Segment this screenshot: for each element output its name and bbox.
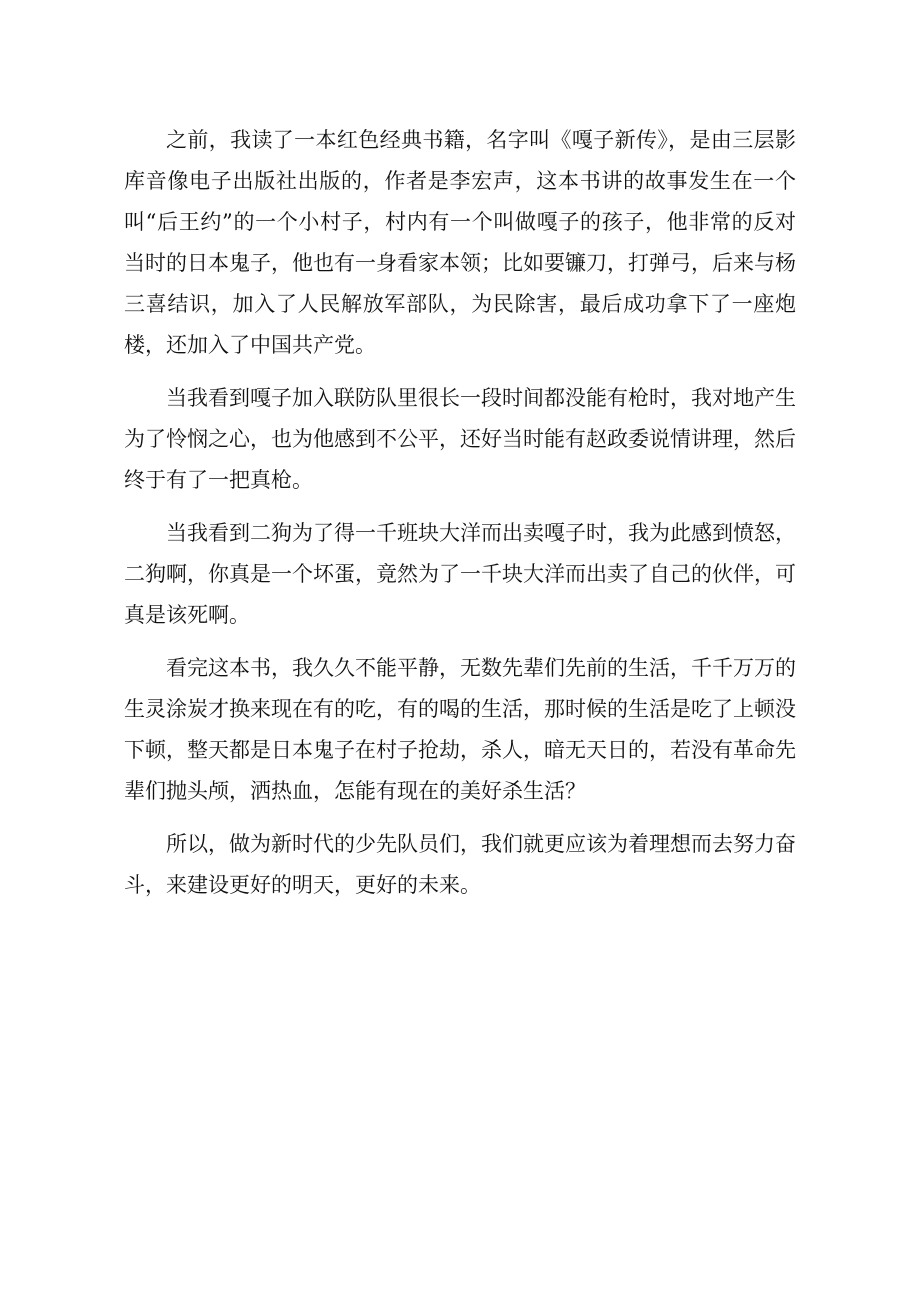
paragraph-4: 看完这本书，我久久不能平静，无数先辈们先前的生活，千千万万的生灵涂炭才换来现在有的吃，有的喝的生活，那时候的生活是吃了上顿没下顿，整天都是日本鬼子在村子抢劫，杀人，暗无天日的，若没有革命先辈们抛头颅，洒热血，怎能有现在的美好杀生活？ [124,656,796,803]
paragraph-5: 所以，做为新时代的少先队员们，我们就更应该为着理想而去努力奋斗，来建设更好的明天，更好的未来。 [124,832,796,897]
paragraph-1: 之前，我读了一本红色经典书籍，名字叫《嘎子新传》，是由三层影库音像电子出版社出版的，作者是李宏声，这本书讲的故事发生在一个叫“后王约”的一个小村子，村内有一个叫做嘎子的孩子，他非常的反对当时的日本鬼子，他也有一身看家本领；比如要镰刀，打弹弓，后来与杨三喜结识，加入了人民解放军部队，为民除害，最后成功拿下了一座炮楼，还加入了中国共产党。 [124,128,796,357]
document-body [124,120,796,918]
paragraph-3: 当我看到二狗为了得一千班块大洋而出卖嘎子时，我为此感到愤怒，二狗啊，你真是一个坏蛋，竟然为了一千块大洋而出卖了自己的伙伴，可真是该死啊。 [124,521,796,627]
paragraph-2: 当我看到嘎子加入联防队里很长一段时间都没能有枪时，我对地产生为了怜悯之心，也为他感到不公平，还好当时能有赵政委说情讲理，然后终于有了一把真枪。 [124,386,796,492]
